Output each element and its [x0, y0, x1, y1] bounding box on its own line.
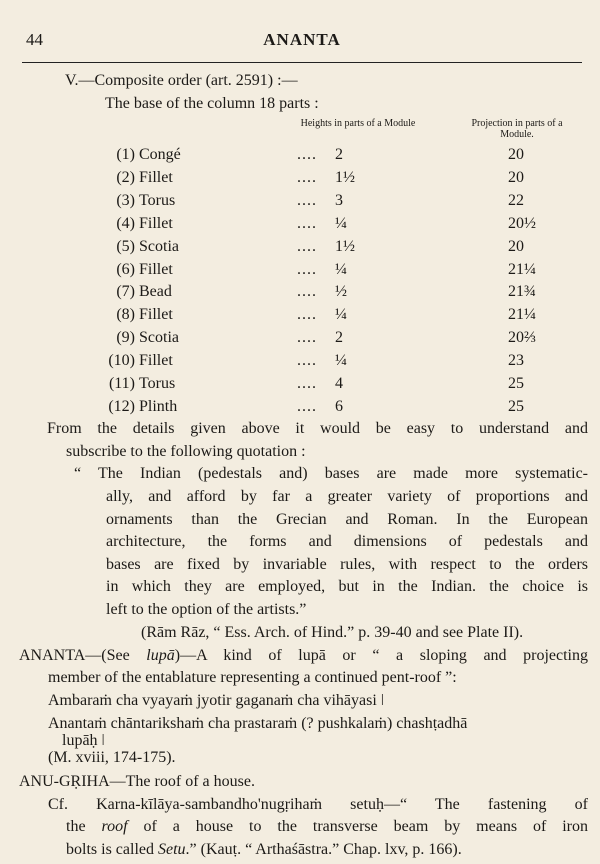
paragraph-from-details	[47, 418, 588, 441]
part-number: (8)	[116, 306, 135, 324]
leader-dots: ....	[297, 375, 317, 392]
base-part-row	[0, 396, 600, 419]
part-height: ¼	[335, 260, 347, 278]
part-height: ¼	[335, 306, 347, 324]
quotation-first-line	[74, 463, 588, 486]
base-part-row	[0, 167, 600, 190]
part-number: (4)	[116, 214, 135, 232]
header-rule	[22, 62, 582, 63]
part-projection: 22	[508, 191, 524, 209]
leader-dots: ....	[297, 214, 317, 232]
base-part-row	[0, 144, 600, 167]
part-projection: 20	[508, 168, 524, 186]
part-number: (9)	[116, 329, 135, 347]
part-height: 6	[335, 397, 343, 415]
part-name: Plinth	[139, 397, 178, 415]
part-number: (3)	[116, 191, 135, 209]
part-name: Scotia	[139, 329, 179, 347]
paragraph-from-details-cont	[66, 441, 588, 464]
part-number: (5)	[116, 237, 135, 255]
part-name: Congé	[139, 146, 181, 163]
verse-line: Ambaraṁ cha vyayaṁ jyotir gaganaṁ cha vihāyasi ǀ	[48, 692, 384, 709]
part-name: Fillet	[139, 352, 173, 370]
part-height: ¼	[335, 352, 347, 370]
part-number: (7)	[116, 283, 135, 301]
text-line: “ The Indian (pedestals and) bases are made more systematic-	[74, 465, 588, 482]
leader-dots: ....	[297, 191, 317, 209]
part-height: 4	[335, 375, 343, 392]
part-number: (12)	[108, 397, 135, 415]
part-name: Fillet	[139, 260, 173, 278]
part-height: ½	[335, 283, 347, 301]
text-line: From the details given above it would be easy to understand and	[47, 420, 588, 437]
part-name: Bead	[139, 283, 172, 301]
base-part-row	[0, 373, 600, 396]
base-part-row	[0, 327, 600, 350]
part-projection: 23	[508, 352, 524, 370]
text-line: Cf. Karna-kīlāya-sambandho'nugṛihaṁ setuḥ—“ The fastening of	[48, 796, 588, 813]
part-height: 1½	[335, 168, 355, 186]
leader-dots: ....	[297, 237, 317, 255]
entry-ananta-cont	[48, 667, 588, 690]
entry-ananta	[19, 645, 588, 668]
text-line: bolts is called Setu.” (Kauṭ. “ Arthaśāstra.” Chap. lxv, p. 166).	[66, 840, 462, 858]
quotation-block	[106, 486, 588, 622]
part-name: Torus	[139, 375, 176, 392]
part-projection: 20⅔	[508, 329, 536, 347]
part-height: 3	[335, 191, 343, 209]
part-height: 2	[335, 146, 343, 163]
part-height: 2	[335, 329, 343, 347]
part-projection: 25	[508, 397, 524, 415]
part-projection: 21¼	[508, 260, 536, 278]
cf-paragraph	[66, 816, 588, 861]
part-name: Scotia	[139, 237, 179, 255]
text-line: member of the entablature representing a continued pent-roof ”:	[48, 669, 457, 686]
quotation-reference: (Rām Rāz, “ Ess. Arch. of Hind.” p. 39-40 and see Plate II).	[141, 624, 524, 641]
section-title: V.—Composite order (art. 2591) :—	[65, 72, 298, 89]
text-line: in which they are employed, but in the Indian. the choice is	[106, 578, 588, 596]
text-line: architecture, the forms and dimensions of pedestals and	[106, 533, 588, 551]
text-line: bases are fixed by invariable rules, with respect to the orders	[106, 555, 588, 573]
running-head: ANANTA	[263, 30, 341, 49]
column-heading-heights: Heights in parts of a Module	[300, 118, 416, 129]
base-part-row	[0, 350, 600, 373]
base-intro: The base of the column 18 parts :	[105, 95, 319, 112]
verse-line: Anantaṁ chāntarikshaṁ cha prastaraṁ (? pushkalaṁ) chashṭadhā	[48, 715, 468, 732]
part-projection: 20	[508, 146, 524, 163]
leader-dots: ....	[297, 283, 317, 301]
text-line: the roof of a house to the transverse beam by means of iron	[66, 818, 589, 835]
text-line: subscribe to the following quotation :	[66, 443, 306, 460]
base-part-row	[0, 304, 600, 327]
part-height: 1½	[335, 237, 355, 255]
text-line: ANANTA—(See lupā)—A kind of lupā or “ a sloping and projecting	[19, 647, 589, 664]
entry-anugriha: ANU-GṚIHA—The roof of a house.	[19, 773, 255, 790]
part-projection: 20½	[508, 214, 536, 232]
text-line: left to the option of the artists.”	[106, 600, 307, 618]
leader-dots: ....	[297, 306, 317, 324]
verse-reference: (M. xviii, 174-175).	[48, 749, 176, 766]
text-line: ally, and afford by far a greater variety of proportions and	[106, 488, 588, 505]
leader-dots: ....	[297, 260, 317, 278]
part-number: (6)	[116, 260, 135, 278]
part-name: Fillet	[139, 306, 173, 324]
entry-headword: ANU-GṚIHA	[19, 773, 110, 790]
part-name: Torus	[139, 191, 176, 209]
leader-dots: ....	[297, 329, 317, 347]
part-number: (1)	[116, 146, 135, 163]
entry-headword: ANANTA	[19, 647, 86, 664]
part-name: Fillet	[139, 168, 173, 186]
leader-dots: ....	[297, 352, 317, 370]
part-number: (2)	[116, 168, 135, 186]
part-projection: 21¼	[508, 306, 536, 324]
page-header	[26, 30, 578, 54]
leader-dots: ....	[297, 397, 317, 415]
base-part-row	[0, 236, 600, 259]
leader-dots: ....	[297, 146, 317, 163]
part-projection: 21¾	[508, 283, 536, 301]
part-name: Fillet	[139, 214, 173, 232]
verse-line: lupāḥ ǀ	[62, 732, 105, 749]
part-height: ¼	[335, 214, 347, 232]
column-heading-projection: Projection in parts of a Module.	[471, 118, 563, 140]
page-number: 44	[26, 30, 43, 49]
base-part-row	[0, 190, 600, 213]
base-part-row	[0, 213, 600, 236]
part-number: (10)	[108, 352, 135, 370]
text-line: ornaments than the Grecian and Roman. In the European	[106, 510, 588, 528]
base-part-row	[0, 281, 600, 304]
leader-dots: ....	[297, 168, 317, 186]
cf-paragraph-first-line	[48, 794, 588, 817]
part-projection: 20	[508, 237, 524, 255]
base-part-row	[0, 259, 600, 282]
part-number: (11)	[108, 375, 135, 392]
part-projection: 25	[508, 375, 524, 392]
